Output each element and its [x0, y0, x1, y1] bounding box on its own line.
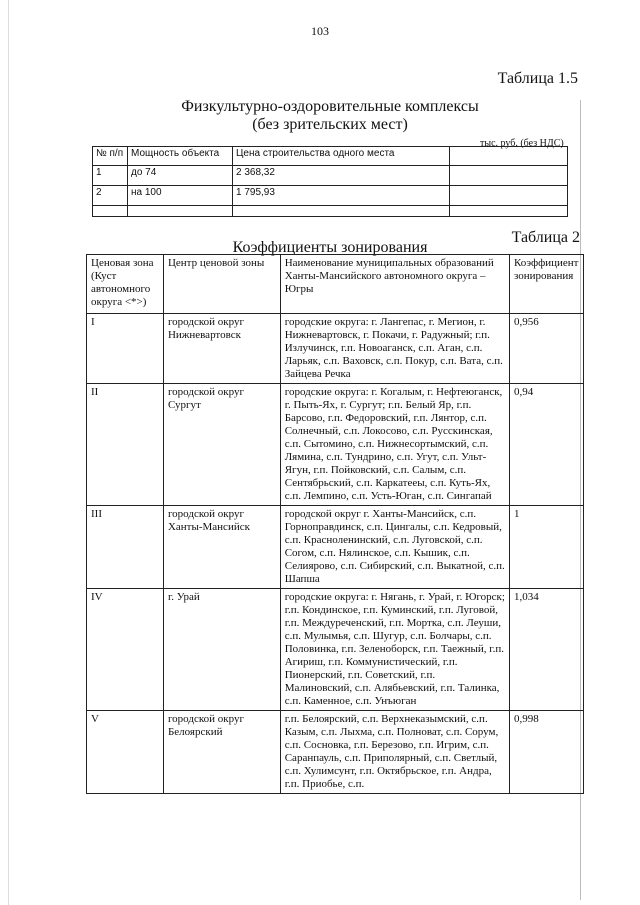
table-row	[87, 314, 584, 384]
table-header-row	[93, 147, 568, 166]
center-cell: городской округ Ханты-Мансийск	[163, 506, 280, 589]
cell-empty	[450, 186, 568, 206]
table-row	[87, 589, 584, 711]
municipalities-cell: городские округа: г. Когалым, г. Нефтеюганск, г. Пыть-Ях, г. Сургут; г.п. Белый Яр, г.п. Барсово, г.п. Федоровский, г.п. Лянтор, с.п. Солнечный, с.п. Локосово, с.п. Русскинская, с.п. Сытомино, с.п. Нижнесортымский, с.п. Лямина, с.п. Тундрино, с.п. Угут, с.п. Ульт-Ягун, г.п. Пойковский, с.п. Салым, с.п. Сентябрьский, с.п. Каркатееы, с.п. Куть-Ях, с.п. Лемпино, с.п. Усть-Юган, с.п. Сингапай	[280, 384, 509, 506]
header-cell: Центр ценовой зоны	[163, 255, 280, 314]
table-row	[87, 711, 584, 794]
table-1-5	[92, 146, 568, 217]
zone-cell: I	[87, 314, 164, 384]
table-2-label: Таблица 2	[511, 229, 580, 246]
center-cell: городской округ Белоярский	[163, 711, 280, 794]
header-cell: Наименование муниципальных образований Ханты-Мансийского автономного округа – Югры	[280, 255, 509, 314]
table-1-5-label: Таблица 1.5	[497, 70, 578, 87]
header-cell: Цена строительства одного места	[233, 147, 450, 166]
zone-cell: IV	[87, 589, 164, 711]
header-cell-empty	[450, 147, 568, 166]
table-row	[93, 186, 568, 206]
cell: 1	[93, 166, 128, 186]
cell-empty	[128, 206, 233, 217]
municipalities-cell: городские округа: г. Лангепас, г. Мегион, г. Нижневартовск, г. Покачи, г. Радужный; г.п. Излучинск, г.п. Новоаганск, с.п. Аган, с.п. Ларьяк, с.п. Ваховск, с.п. Покур, с.п. Вата, с.п. Зайцева Речка	[280, 314, 509, 384]
zone-cell: V	[87, 711, 164, 794]
table-row	[87, 384, 584, 506]
table-header-row	[87, 255, 584, 314]
cell: 2	[93, 186, 128, 206]
cell-empty	[450, 166, 568, 186]
cell: до 74	[128, 166, 233, 186]
table-row	[87, 506, 584, 589]
zone-cell: II	[87, 384, 164, 506]
center-cell: городской округ Нижневартовск	[163, 314, 280, 384]
table-1-5-title-line2: (без зрительских мест)	[252, 116, 408, 133]
cell-empty	[93, 206, 128, 217]
table-2	[86, 254, 584, 794]
table-1-5-title	[150, 98, 510, 134]
center-cell: г. Урай	[163, 589, 280, 711]
cell-empty	[450, 206, 568, 217]
header-cell: Коэффициент зонирования	[509, 255, 583, 314]
cell: 1 795,93	[233, 186, 450, 206]
coefficient-cell: 0,998	[509, 711, 583, 794]
zone-cell: III	[87, 506, 164, 589]
table-1-5-units: тыс. руб. (без НДС)	[480, 138, 564, 149]
coefficient-cell: 1	[509, 506, 583, 589]
scan-edge-line	[8, 0, 9, 905]
coefficient-cell: 0,94	[509, 384, 583, 506]
center-cell: городской округ Сургут	[163, 384, 280, 506]
municipalities-cell: городской округ г. Ханты-Мансийск, с.п. Горноправдинск, с.п. Цингалы, с.п. Кедровый, с.п. Красноленинский, с.п. Луговской, с.п. Согом, с.п. Нялинское, с.п. Кышик, с.п. Селиярово, с.п. Сибирский, с.п. Выкатной, с.п. Шапша	[280, 506, 509, 589]
table-2-title: Коэффициенты зонирования	[232, 239, 428, 256]
page-number: 103	[311, 24, 329, 38]
header-cell: Ценовая зона (Куст автономного округа <*>)	[87, 255, 164, 314]
header-cell: Мощность объекта	[128, 147, 233, 166]
table-1-5-title-line1: Физкультурно-оздоровительные комплексы	[181, 98, 479, 115]
table-row	[93, 166, 568, 186]
municipalities-cell: городские округа: г. Нягань, г. Урай, г. Югорск; г.п. Кондинское, г.п. Куминский, г.п. Луговой, г.п. Междуреченский, г.п. Мортка, с.п. Леуши, с.п. Мулымья, с.п. Шугур, с.п. Болчары, с.п. Половинка, г.п. Зеленоборск, г.п. Таежный, г.п. Агириш, г.п. Коммунистический, г.п. Пионерский, г.п. Советский, г.п. Малиновский, с.п. Алябьевский, г.п. Талинка, с.п. Каменное, с.п. Унъюган	[280, 589, 509, 711]
cell-empty	[233, 206, 450, 217]
coefficient-cell: 0,956	[509, 314, 583, 384]
table-row-empty	[93, 206, 568, 217]
coefficient-cell: 1,034	[509, 589, 583, 711]
header-cell: № п/п	[93, 147, 128, 166]
cell: 2 368,32	[233, 166, 450, 186]
cell: на 100	[128, 186, 233, 206]
municipalities-cell: г.п. Белоярский, с.п. Верхнеказымский, с.п. Казым, с.п. Лыхма, с.п. Полноват, с.п. Сорум, с.п. Сосновка, г.п. Березово, г.п. Игрим, с.п. Саранпауль, с.п. Приполярный, с.п. Светлый, с.п. Хулимсунт, г.п. Октябрьское, г.п. Андра, г.п. Приобье, с.п.	[280, 711, 509, 794]
